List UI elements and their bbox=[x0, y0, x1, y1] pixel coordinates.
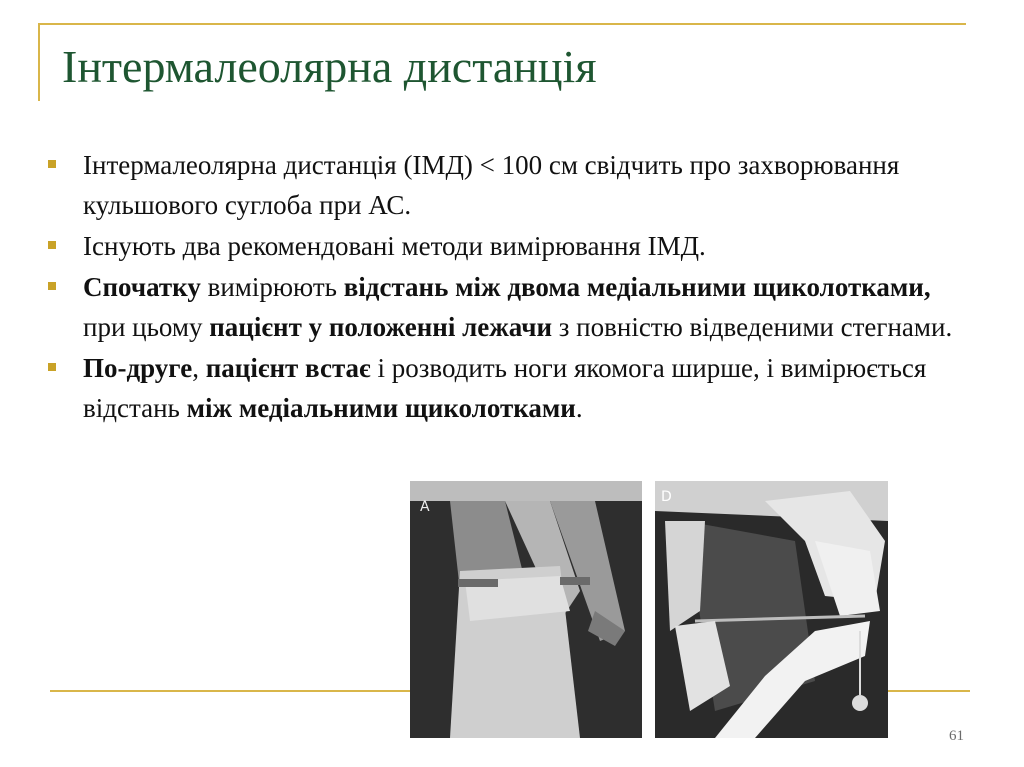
text-run: вимірюють bbox=[200, 272, 344, 302]
bullet-text bbox=[83, 353, 926, 423]
bullet-item bbox=[48, 267, 968, 347]
slide-title: Інтермалеолярна дистанція bbox=[62, 41, 597, 92]
text-run: з повністю відведеними стегнами. bbox=[552, 312, 953, 342]
text-run: Існують два рекомендовані методи вимірювання ІМД. bbox=[83, 231, 706, 261]
page-number: 61 bbox=[949, 728, 964, 744]
bullet-square-icon bbox=[48, 160, 56, 168]
bold-text-run: між медіальними щиколотками bbox=[186, 393, 576, 423]
bullet-item bbox=[48, 145, 968, 225]
bold-text-run: пацієнт встає bbox=[205, 353, 371, 383]
text-run: при цьому bbox=[83, 312, 210, 342]
bullet-square-icon bbox=[48, 363, 56, 371]
photo-a-supine-measurement bbox=[410, 481, 642, 738]
bullet-item bbox=[48, 348, 968, 428]
bold-text-run: По-друге bbox=[83, 353, 193, 383]
bold-text-run: відстань між двома медіальними щиколотками, bbox=[343, 272, 931, 302]
bullet-list bbox=[48, 145, 968, 429]
photo-d-label: D bbox=[661, 489, 672, 505]
bold-text-run: Спочатку bbox=[83, 272, 201, 302]
text-run: , bbox=[192, 353, 206, 383]
photo-d-standing-measurement bbox=[655, 481, 888, 738]
bullet-item bbox=[48, 226, 968, 266]
photo-panel bbox=[410, 481, 888, 738]
bullet-text bbox=[83, 150, 899, 220]
bullet-square-icon bbox=[48, 282, 56, 290]
photo-a-label: A bbox=[420, 499, 430, 515]
title-frame-top-line bbox=[38, 23, 966, 25]
bullet-text bbox=[83, 231, 706, 261]
text-run: . bbox=[575, 393, 583, 423]
text-run: Інтермалеолярна дистанція (ІМД) < 100 см свідчить про захворювання кульшового суглоба при АС. bbox=[83, 150, 900, 220]
bullet-square-icon bbox=[48, 241, 56, 249]
photo-d-image bbox=[655, 481, 888, 738]
bold-text-run: пацієнт у положенні лежачи bbox=[209, 312, 552, 342]
bullet-text bbox=[83, 272, 952, 342]
text-run: і розводить ноги якомога ширше, і вимірюється відстань bbox=[83, 353, 927, 423]
title-frame-left-line bbox=[38, 23, 40, 101]
photo-a-image bbox=[410, 481, 642, 738]
